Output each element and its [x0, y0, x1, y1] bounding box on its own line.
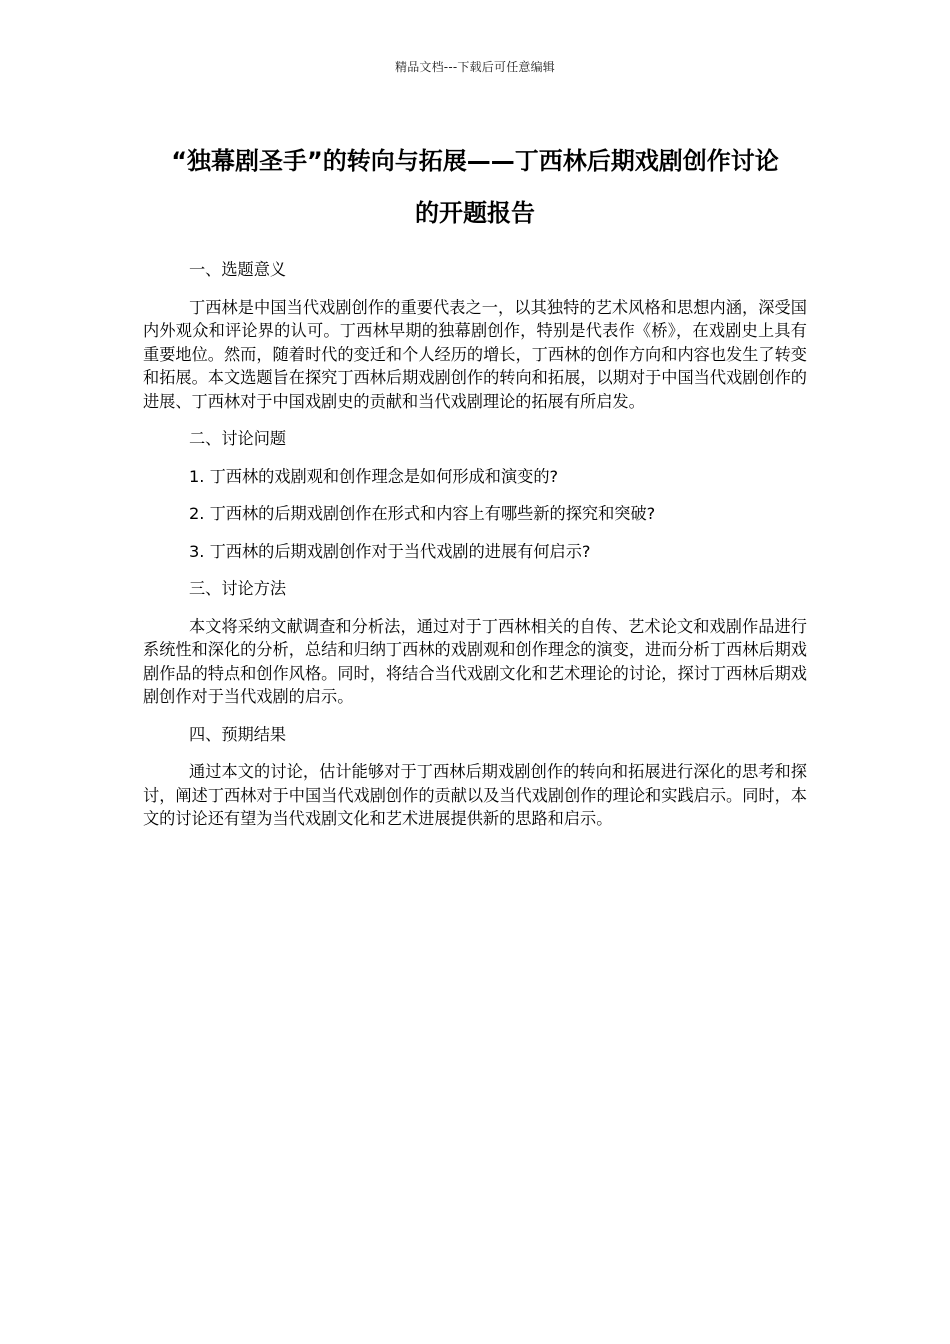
section-heading-methods: 三、讨论方法: [189, 579, 287, 598]
document-title: [120, 135, 830, 239]
section-body-methods: 本文将采纳文献调查和分析法，通过对于丁西林相关的自传、艺术论文和戏剧作品进行系统性和深化的分析，总结和归纳丁西林的戏剧观和创作理念的演变，进而分析丁西林后期戏剧作品的特点和创作风格。同时，将结合当代戏剧文化和艺术理论的讨论，探讨丁西林后期戏剧创作对于当代戏剧的启示。: [143, 616, 807, 706]
header-note: 精品文档---下载后可任意编辑: [395, 60, 555, 74]
document-body: [143, 258, 807, 845]
section-heading-significance: 一、选题意义: [189, 260, 287, 279]
section-body-results: 通过本文的讨论，估计能够对于丁西林后期戏剧创作的转向和拓展进行深化的思考和探讨，阐述丁西林对于中国当代戏剧创作的贡献以及当代戏剧创作的理论和实践启示。同时，本文的讨论还有望为当代戏剧文化和艺术进展提供新的思路和启示。: [143, 762, 807, 828]
question-item-3: 3. 丁西林的后期戏剧创作对于当代戏剧的进展有何启示?: [189, 541, 591, 561]
question-item-1: 1. 丁西林的戏剧观和创作理念是如何形成和演变的?: [189, 466, 559, 486]
title-line-1: “独幕剧圣手”的转向与拓展——丁西林后期戏剧创作讨论: [171, 147, 779, 175]
section-heading-results: 四、预期结果: [189, 724, 287, 744]
question-item-2: 2. 丁西林的后期戏剧创作在形式和内容上有哪些新的探究和突破?: [189, 504, 656, 523]
section-heading-questions: 二、讨论问题: [189, 429, 287, 448]
section-body-significance: 丁西林是中国当代戏剧创作的重要代表之一，以其独特的艺术风格和思想内涵，深受国内外观众和评论界的认可。丁西林早期的独幕剧创作，特别是代表作《桥》，在戏剧史上具有重要地位。然而，随着时代的变迁和个人经历的增长，丁西林的创作方向和内容也发生了转变和拓展。本文选题旨在探究丁西林后期戏剧创作的转向和拓展，以期对于中国当代戏剧创作的进展、丁西林对于中国戏剧史的贡献和当代戏剧理论的拓展有所启发。: [143, 297, 807, 411]
title-line-2: 的开题报告: [415, 199, 535, 227]
